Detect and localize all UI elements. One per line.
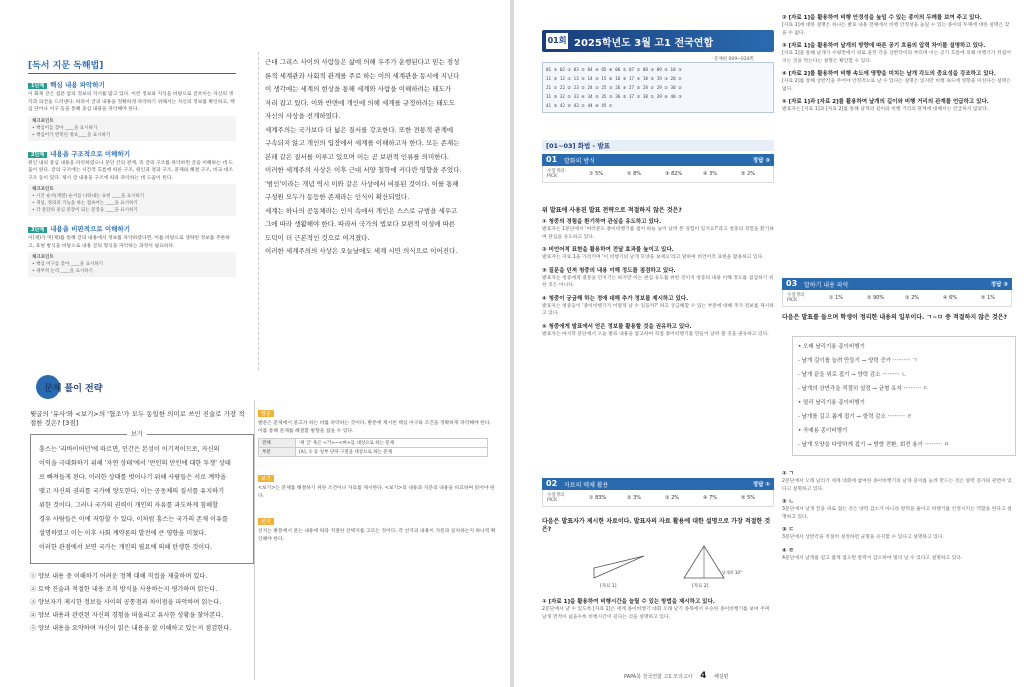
step-tag: 2단계 — [28, 152, 47, 158]
explanation-item — [542, 295, 774, 318]
passage-box — [258, 52, 497, 370]
question-title: 말하기 내용 파악 — [804, 282, 849, 289]
pick-label: 수험생의 PICK — [787, 293, 805, 303]
footer-right: 해설편 — [713, 674, 729, 680]
explanation-body: 발표자는 청중들이 '종이비행기가 어떻게 날 수 있을까?' 하고 궁금해할 수 있는 부분에 대해 추가 정보를 제시하고 있다. — [542, 303, 774, 316]
question-header — [542, 154, 774, 166]
explanation-item — [782, 498, 1012, 521]
side-note-text: 발문은 문제에서 묻고자 하는 바를 파악하는 것이다. 발문에 제시된 핵심 어구와 조건을 정확하게 파악해야 한다. 이를 통해 문제를 해결할 방향을 잡을 수 있다. — [258, 421, 491, 434]
answer-row: 31 ③ 32 ⑤ 33 ④ 34 ⑤ 35 ③ 36 ⑤ 37 ⑤ 38 ② 39 ④ 40 ③ — [546, 94, 682, 99]
section-bar-label: [01~03] 화법 - 발표 — [546, 142, 611, 150]
bogi-text — [31, 435, 253, 563]
question-answer: 정답 ① — [752, 482, 770, 488]
explanation-item — [542, 598, 774, 621]
section-bar — [542, 140, 774, 151]
bogi-line: 이러한 관점에서 보면 국가는 개인의 필요에 의해 탄생한 것이다. — [39, 544, 213, 551]
tree-line: - 날개의 상반각을 적절히 설정 → 균형 유지 ·········· ㄷ — [798, 386, 929, 392]
explanation-heading: ② [자료 1]을 활용하여 비행 안정성을 높일 수 있는 종이의 두께를 보여 주고 있다. — [782, 15, 982, 21]
explanation-body: [자료 2]를 통해 상반각을 주어야 안정적으로 날 수 있다는 설명은 있지만 비행 속도에 영향을 미친다는 설명은 없다. — [782, 79, 1011, 92]
explanation-item — [782, 98, 1012, 114]
exam-badge: 01회 — [546, 33, 568, 49]
question-header — [542, 478, 774, 490]
pick-rate: ② 3% — [627, 495, 642, 501]
passage-line: 구성원 모두가 동등한 존재라는 인식이 확산되었다. — [265, 193, 410, 201]
passage-line: 론적 세계관과 사회적 관계를 주로 하는 이의 세계관을 동시에 지닌다 — [265, 71, 460, 80]
explanation-heading: ① [자료 1]을 활용하여 비행시간을 늘릴 수 있는 방법을 제시하고 있다. — [542, 599, 715, 605]
choice-item: ② 토박 진술과 적절한 내용 조직 방식을 사용하는지 평가하며 읽는다. — [30, 586, 218, 593]
explanation-item — [782, 547, 1012, 563]
passage-line: 본래 같은 질서를 이루고 있으며 이는 곧 보편적 인류를 의미한다. — [265, 152, 449, 161]
footer — [624, 671, 924, 681]
choice-item: ④ 양보 내용과 관련된 자신의 경험을 떠올리고 유사한 상황을 찾아본다. — [30, 612, 224, 619]
passage-line: '범인'이라는 개념 역시 이와 같은 사상에서 비롯된 것이다. 이를 통해 — [265, 179, 459, 188]
side-note-text: <보기>는 문제를 해결하기 위한 조건이나 자료를 제시한다. <보기>의 내용과 지문의 내용을 비교하며 읽어야 한다. — [258, 486, 495, 499]
step-tag: 3단계 — [28, 227, 47, 233]
checkpoint-item: • 각 문단의 중심 문장이 되는 문장을 ____을 표시하기 — [32, 208, 138, 213]
note-table-row — [259, 448, 488, 457]
q2-block — [542, 478, 774, 507]
explanation-heading: ① ㄱ — [782, 471, 794, 477]
step-block — [28, 149, 236, 217]
explanation-heading: ④ [자료 2]를 활용하여 비행 속도에 영향을 미치는 날개 각도의 중요성을 강조하고 있다. — [782, 71, 996, 77]
tree-line: - 날개를 길고 좁게 접기 → 항력 감소 ·········· ㄹ — [798, 414, 913, 420]
page-number: 4 — [700, 671, 707, 681]
footer-text: PAPA북 전국연합 고1 모의고사 — [624, 674, 693, 680]
notes-list — [258, 400, 496, 543]
sub-label: 문제편 009~024쪽 — [714, 57, 754, 62]
side-notes — [258, 400, 496, 551]
explanation-heading: ② 비언어적 표현을 활용하여 전달 효과를 높이고 있다. — [542, 247, 674, 253]
q2-items — [542, 598, 774, 626]
q1-items — [542, 218, 774, 343]
step-tag: 1단계 — [28, 83, 47, 89]
explanation-heading: ⑤ [자료 1]과 [자료 2]를 활용하여 날개의 길이와 비행 거리의 관계를 언급하고 있다. — [782, 99, 989, 105]
right-page — [514, 0, 1024, 687]
question-header — [782, 278, 1012, 290]
tree-line: - 날개 끝을 위로 접기 → 양력 감소 ·········· ㄴ — [798, 372, 907, 378]
note-table-val: [A], ① 등 일부 단락·구절을 대상으로 하는 문제 — [296, 448, 488, 457]
explanation-heading: ③ [자료 1]을 활용하여 날개의 방향에 따른 공기 흐름의 압력 차이를 설명하고 있다. — [782, 43, 986, 49]
explanation-heading: ② ㄴ — [782, 499, 794, 505]
side-note-label: 보기 — [258, 475, 274, 482]
explanation-heading: ③ ㄷ — [782, 527, 794, 533]
pick-rate: ① 5% — [589, 171, 604, 177]
note-table-key: 전체 — [259, 439, 296, 448]
answer-row: 21 ① 22 ② 23 ② 24 ② 25 ⑤ 26 ⑤ 27 ⑤ 28 ② 29 ② 30 ② — [546, 85, 682, 90]
step-heading — [28, 80, 236, 89]
question-number: 01 — [546, 155, 558, 164]
bogi-line: 위한 것이다. 그러나 국가의 권력이 개인의 자유를 과도하게 침해할 — [39, 502, 219, 509]
strategy-header — [36, 375, 102, 397]
bogi-box — [30, 431, 254, 564]
q3-prompt: 다음은 발표를 들으며 학생이 정리한 내용의 일부이다. ㄱ~ㅁ 중 적절하지 않은 것은? — [782, 314, 1008, 321]
checkpoint-label: 체크포인트 — [32, 118, 54, 124]
explanation-body: [자료 1]에 대한 설명은 하나는 발표 내용 전체에서 비행 안정성을 높일 수 있는 종이의 두께에 대한 설명은 찾을 수 없다. — [782, 23, 1010, 36]
explanation-body: 발표자는 청중에게 질문을 던지기는 하지만 이는 관심 유도를 위한 것이지 청중의 내용 이해 정도를 점검하기 위한 것은 아니다. — [542, 275, 774, 288]
q2-figure — [574, 538, 754, 593]
note-table — [258, 438, 488, 457]
question-answer: 정답 ② — [990, 282, 1008, 288]
step-title: 내용을 비판적으로 이해하기 — [50, 225, 131, 233]
note-table-val: '위 글' 혹은 <가>~<마>를 대상으로 하는 문제 — [296, 439, 488, 448]
explanation-body: 4문단에서 날개를 길고 좁게 접으면 항력이 감소하여 멀리 날 수 있다고 설명하고 있다. — [782, 555, 963, 561]
section-title: [독서 지문 독해법] — [28, 58, 236, 74]
passage-text — [259, 52, 497, 263]
side-note — [258, 400, 496, 457]
q3-block — [782, 278, 1012, 307]
passage-line: 구속되지 않고 개인의 입장에서 세계를 이해하고자 한다. 모든 존재는 — [265, 139, 460, 147]
choice-item: ⑤ 양보 내용을 요약하며 자신이 읽은 내용을 잘 이해하고 있는지 점검한다. — [30, 625, 232, 632]
question-number: 02 — [546, 479, 558, 488]
explanation-body: 3문단에서 날개 끝을 위로 접는 것은 양력 감소가 아니라 항력을 줄이고 비행기를 안정시키는 역할을 한다고 설명하고 있다. — [782, 507, 1012, 520]
step-block — [28, 80, 236, 141]
pick-row — [542, 166, 774, 183]
passage-line: 도덕이 더 근본적인 것으로 여겨졌다. — [265, 233, 370, 242]
pick-rate: ⑤ 5% — [741, 495, 756, 501]
explanation-heading: ③ 질문을 던져 청중의 내용 이해 정도를 점검하고 있다. — [542, 267, 676, 274]
pick-rate: ③ 2% — [665, 495, 680, 501]
pick-rate: ② 8% — [627, 171, 642, 177]
bogi-line: 로 빠져들게 된다. 이러한 상태를 벗어나기 위해 사람들은 서로 계약을 — [39, 474, 227, 481]
passage-line: 그에 따라 생활해야 한다. 따라서 국가의 법보다 보편적 이성에 따른 — [265, 220, 456, 228]
explanation-item — [782, 470, 1012, 493]
note-table-row — [259, 439, 488, 448]
side-note — [258, 508, 496, 543]
question-number: 03 — [786, 279, 798, 288]
checkpoint-label: 체크포인트 — [32, 187, 54, 192]
question-stem: 윗글의 '유사'와 <보기>의 '협조'가 모두 동일한 의미로 쓰인 진술로 가장 적절한 것은? [3점] — [30, 410, 245, 427]
tree-line: - 날개 모양을 다양하게 접기 → 방향 전환, 회전 용이 ·········· ㅁ — [798, 442, 950, 448]
pick-rate: ④ 3% — [703, 171, 718, 177]
explanation-item — [782, 70, 1012, 93]
strategy-title: 문제 풀이 전략 — [44, 384, 103, 394]
side-note-text: 선지는 발문에서 묻는 내용에 따라 적절한 선택지를 고르는 것이다. 각 선지의 내용이 지문과 일치하는지 하나씩 확인해야 한다. — [258, 529, 496, 542]
step-title: 핵심 내용 파악하기 — [50, 81, 105, 89]
question-answer: 정답 ③ — [752, 158, 770, 164]
explanation-body: 3문단에서 상반각을 적절히 설정하면 균형을 유지할 수 있다고 설명하고 있다. — [782, 535, 944, 540]
bogi-line: 경우 사람들은 이에 저항할 수 있다. 이처럼 흥스는 국가의 존재 이유를 — [39, 516, 228, 523]
answer-row: 41 ③ 42 ④ 43 ② 44 ④ 45 ① — [546, 103, 613, 108]
exam-title: 2025학년도 3월 고1 전국연합 — [574, 38, 714, 49]
fig-label-1: [자료 1] — [600, 584, 617, 589]
side-note — [258, 465, 496, 500]
pick-rate: ① 1% — [829, 295, 844, 301]
passage-line: 이러한 세계주의 사상은 이후 근대 서양 철학에 커다란 영향을 주었다. — [265, 166, 462, 174]
tree-line: • 곡예용 종이비행기 — [798, 428, 848, 434]
fig-label-2: [자료 2] — [692, 584, 709, 589]
step-text: 원인 내의 중심 내용을 파악하였으나 문단 간의 관계, 즉 글의 구조를 파악하면 글을 이해하는 데 도움이 된다. 글의 구조에는 시간적 흐름에 따른 구조, 원인과 결과 구조, 문제와 해결 구조, 비교·대조 구조 등이 있다. 제시 글 내용을 구조에 따라 파악하는 데 도움이 된다. — [28, 160, 234, 181]
passage-line: 자신의 사상을 전개하였다. — [265, 112, 341, 120]
passage-line: 이러한 세계주의의 사상은 오늘날에도 세계 시민 의식으로 이어진다. — [265, 247, 458, 255]
choice-item: ① 양보 내용 중 이해하기 어려운 정책 대해 직접을 제출하며 있다. — [30, 573, 208, 580]
checkpoint-label: 체크포인트 — [32, 255, 54, 260]
bogi-line: 맺고 자신의 권리를 국가에 양도한다. 이는 공동체의 질서를 유지하기 — [39, 488, 225, 495]
passage-line: 세계는 하나의 공동체라는 인식 속에서 개인은 스스로 규범을 세우고 — [265, 206, 458, 215]
explanation-body: 2문단에서 오래 날리기 세계 대회에 참여한 종이비행기의 날개 길이를 늘려 만드는 것은 양력 증가와 관련이 있다고 설명하고 있다. — [782, 479, 1012, 492]
explanation-item — [542, 218, 774, 241]
checkpoint-item: • 세부적 논리 ____을 표시하기 — [32, 269, 93, 274]
explanation-item — [542, 246, 774, 262]
bogi-line: 이익을 극대화하기 위해 '자연 상태'에서 '만인의 만인에 대한 투쟁' 상태 — [39, 460, 231, 467]
pick-rate: ④ 7% — [703, 495, 718, 501]
explanation-body: [자료 1]을 통해 날개가 수평면에서 위로 올린 각을 상반각이라 부르며 이는 공기 흐름에 의해 비행기가 뒤집어지는 것을 막는다는 설명은 확인할 수 있다. — [782, 51, 1011, 64]
explanation-body: 발표자는 마지막 문단에서 오늘 발표 내용을 참고하여 직접 종이비행기를 만들어 날려 볼 것을 권유하고 있다. — [542, 331, 769, 337]
pick-rate: ① 83% — [589, 495, 607, 501]
checkpoint-item: • 핵심어를 찾아 ____을 표시하기 — [32, 125, 98, 131]
bogi-line: 설명하였고 이는 이후 사회 계약론의 발전에 큰 영향을 미쳤다. — [39, 530, 207, 537]
explanation-heading: ⑤ 청중에게 발표에서 얻은 정보를 활용할 것을 권유하고 있다. — [542, 323, 692, 330]
step-heading — [28, 149, 236, 158]
q1-prompt: 위 발표에 사용된 발표 전략으로 적절하지 않은 것은? — [542, 207, 682, 214]
reading-method-column — [28, 58, 236, 285]
passage-line: 자리 잡고 있다. 이와 반면에 개인에 의해 세계를 규정하려는 태도도 — [265, 98, 456, 107]
q2-prompt: 다음은 발표자가 제시한 자료이다. 발표자의 자료 활용에 대한 설명으로 가장 적절한 것은? — [542, 518, 771, 533]
checkpoint-item: • 개념, 정의의 기능을 하는 접속어는 ____을 표시하기 — [32, 201, 138, 206]
passage-line: 이 생각에는 세계의 현상을 통해 세계와 사람을 이해하려는 태도가 — [265, 85, 452, 93]
passage-line: 근대 그리스 사이의 사람들은 삶에 의해 우주가 운행된다고 믿는 점성 — [265, 58, 460, 66]
pick-rate: ② 90% — [867, 295, 885, 301]
step-block — [28, 224, 236, 277]
answer-grid — [542, 62, 774, 113]
fig-label-3: 날개각 10° — [722, 570, 742, 575]
q3-answers — [782, 470, 1012, 567]
step-text: 이 화제 글은 집문 압의 정보의 지시를 많고 있다. 이런 정보와 지식을 바탕으로 글쓰이는 자신의 생각과 의견을 드러낸다. 따라서 글의 내용을 정확하게 파악하기 위해서는 자신의 정보를 확인하고, 핵심 단어나 어구 등을 통해 중심 내용을 파악해야 한다. — [28, 92, 235, 112]
explanation-body: 발표자는 1문단에서 '여러분도 종이비행기를 접어 하늘 높이 날려 본 경험이 있지요?'라고 청중의 경험을 환기하며 관심을 유도하고 있다. — [542, 227, 774, 240]
explanation-heading: ④ ㄹ — [782, 547, 794, 554]
tree-line: - 날개 길이를 늘려 만들기 → 양력 증가 ·········· ㄱ — [798, 358, 918, 364]
tree-line: • 오래 날리기용 종이비행기 — [798, 344, 865, 350]
side-note-label: 선지 — [258, 518, 274, 525]
explanation-item — [782, 526, 1012, 542]
pick-rate: ⑤ 2% — [741, 171, 756, 177]
q1-block — [542, 154, 774, 183]
checkpoint-box — [28, 116, 236, 141]
note-table-key: 부분 — [259, 448, 296, 457]
side-note-label: 발문 — [258, 410, 274, 417]
pick-rate: ③ 2% — [905, 295, 920, 301]
divider — [254, 400, 255, 680]
explanation-body: 2문단에서 날 수 있도록 [자료 1]은 세계 종이비행기 대회 오래 날기 종목에서 우승한 종이비행기를 보여 주며 날개 면적이 넓을수록 비행시간이 길다는 것을 설명하고 있다. — [542, 607, 770, 620]
explanation-heading: ① 청중의 경험을 환기하여 관심을 유도하고 있다. — [542, 219, 662, 225]
explanation-item — [782, 42, 1012, 65]
bogi-line: 흥스는 '리바이어던'에 따르면, 인간은 본성이 이기적이므로, 자신의 — [39, 446, 220, 453]
step-text: 이(제)가 미(제)를 통해 글의 내용에서 정보를 파악하였다면, 이를 바탕으로 생략된 정보를 추론하고, 표현 방식을 바탕으로 내용 글의 형식을 파악하는 과정이 필요하다. — [28, 236, 230, 249]
pick-label: 수험생의 PICK — [547, 169, 565, 179]
pick-label: 수험생의 PICK — [547, 493, 565, 503]
step-heading — [28, 224, 236, 233]
steps-list — [28, 80, 236, 277]
checkpoint-box — [28, 252, 236, 277]
explanation-body: 발표자는 [자료 1]과 [자료 2]를 통해 날개의 길이와 비행 거리의 관계에 대해서는 언급하지 않았다. — [782, 107, 989, 112]
pick-rate: ③ 82% — [665, 171, 683, 177]
checkpoint-item: • 핵심 어구를 찾아 ____을 표시하기 — [32, 262, 103, 267]
title-banner — [542, 30, 774, 52]
step-title: 내용을 구조적으로 이해하기 — [50, 149, 131, 158]
pick-rate: ⑤ 1% — [981, 295, 996, 301]
choices-list — [30, 570, 256, 635]
explanation-heading: ④ 청중이 궁금해 하는 정에 대해 추가 정보를 제시하고 있다. — [542, 295, 689, 302]
answer-row: 01 ③ 02 ① 03 ② 04 ④ 05 ④ 06 ② 07 ① 08 ③ 09 ⑤ 10 ③ — [546, 67, 682, 72]
checkpoint-item: • 시간 순서(계열) 순서를 나타내는 표현 ____을 표시하기 — [32, 194, 145, 199]
explanation-item — [542, 323, 774, 339]
answer-row: 11 ⑤ 12 ① 13 ⑤ 14 ⑤ 15 ④ 16 ⑤ 17 ⑤ 18 ③ 19 ③ 20 ② — [546, 76, 682, 81]
column-2-items — [782, 14, 1012, 119]
pick-row — [542, 490, 774, 507]
question-title: 발화의 방식 — [564, 158, 595, 165]
explanation-item — [542, 267, 774, 290]
checkpoint-box — [28, 184, 236, 216]
question-title: 자료의 매체 활용 — [564, 482, 609, 489]
passage-line: 세계주의는 국가보다 더 넓은 질서를 강조한다. 또한 전통적 관계에 — [265, 125, 454, 134]
explanation-body: 발표자는 자료 1을 가리키며 '이 비행기의 날개 모양을 보세요'라고 말하며 비언어적 표현을 활용하고 있다. — [542, 255, 764, 260]
q3-tree-box — [792, 336, 1016, 456]
pick-row — [782, 290, 1012, 307]
tree-line: • 멀리 날리기용 종이비행기 — [798, 400, 865, 406]
checkpoint-item: • 핵심어가 반복된 정보____을 표시하기 — [32, 132, 111, 138]
bogi-label: 보기 — [127, 429, 147, 438]
left-page — [0, 0, 510, 687]
choice-item: ③ 양보자가 제시한 정보들 사이의 공통점과 차이점을 파악하며 읽는다. — [30, 599, 222, 606]
explanation-item — [782, 14, 1012, 37]
pick-rate: ④ 6% — [943, 295, 958, 301]
